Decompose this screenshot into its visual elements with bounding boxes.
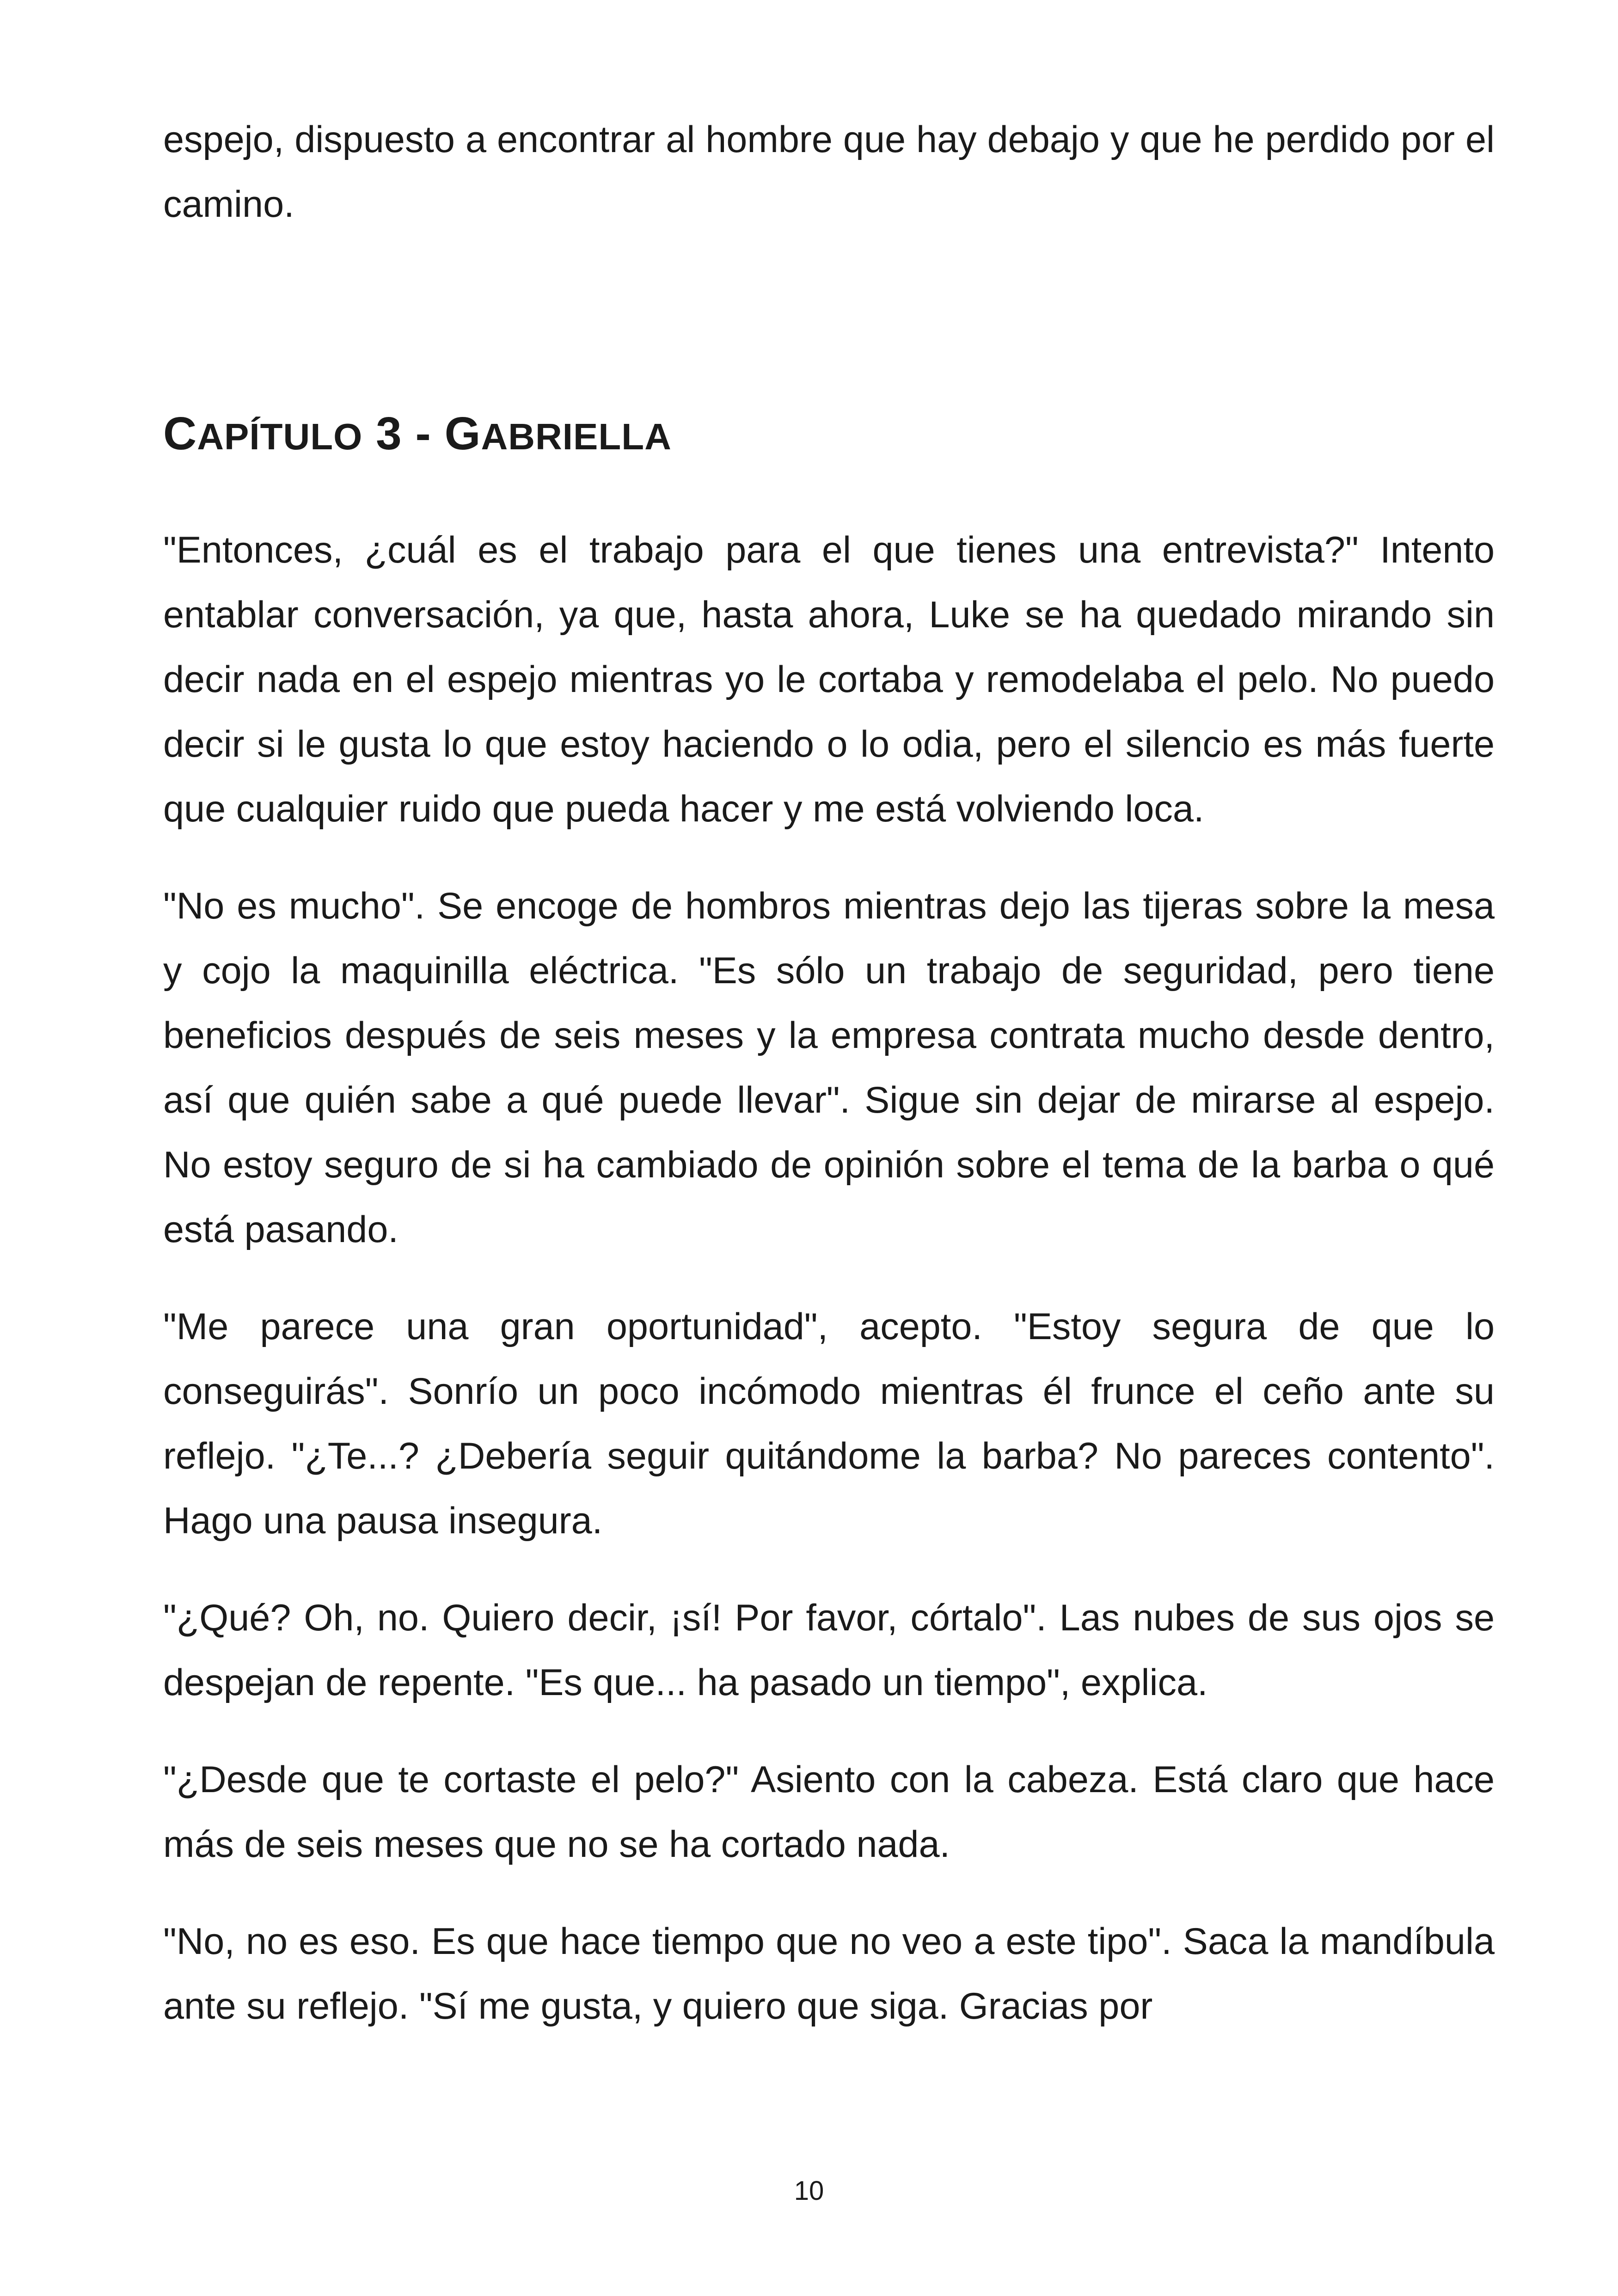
chapter-title-rest-1: APÍTULO [197,416,363,457]
page-number: 10 [794,2176,824,2206]
chapter-title-separator: - [415,408,431,459]
chapter-title-cap-1: C [163,408,197,459]
chapter-title [163,401,672,469]
paragraph: "Me parece una gran oportunidad", acepto. "Estoy segura de que lo conseguirás". Sonrío un poco incómodo mientras él frunce el ceño ante su reflejo. "¿Te...? ¿Debería seguir quitándome la barba? No pareces contento". Hago una pausa insegura. [163,1306,1495,1542]
paragraph: "No es mucho". Se encoge de hombros mientras dejo las tijeras sobre la mesa y cojo la maquinilla eléctrica. "Es sólo un trabajo de seguridad, pero tiene beneficios después de seis meses y la empresa contrata mucho desde dentro, así que quién sabe a qué puede llevar". Sigue sin dejar de mirarse al espejo. No estoy seguro de si ha cambiado de opinión sobre el tema de la barba o qué está pasando. [163,885,1495,1250]
chapter-body [163,518,1495,2039]
paragraph: "¿Qué? Oh, no. Quiero decir, ¡sí! Por favor, córtalo". Las nubes de sus ojos se despejan de repente. "Es que... ha pasado un tiempo", explica. [163,1597,1495,1703]
paragraph: "¿Desde que te cortaste el pelo?" Asiento con la cabeza. Está claro que hace más de seis meses que no se ha cortado nada. [163,1759,1495,1865]
paragraph: "No, no es eso. Es que hace tiempo que no veo a este tipo". Saca la mandíbula ante su reflejo. "Sí me gusta, y quiero que siga. Gracias por [163,1921,1495,2027]
paragraph: "Entonces, ¿cuál es el trabajo para el que tienes una entrevista?" Intento entablar conversación, ya que, hasta ahora, Luke se ha quedado mirando sin decir nada en el espejo mientras yo le cortaba y remodelaba el pelo. No puedo decir si le gusta lo que estoy haciendo o lo odia, pero el silencio es más fuerte que cualquier ruido que pueda hacer y me está volviendo loca. [163,529,1495,830]
chapter-title-cap-2: G [444,408,481,459]
chapter-number: 3 [376,408,402,459]
opening-paragraph: espejo, dispuesto a encontrar al hombre que hay debajo y que he perdido por el camino. [163,119,1495,225]
chapter-title-rest-2: ABRIELLA [481,416,672,457]
